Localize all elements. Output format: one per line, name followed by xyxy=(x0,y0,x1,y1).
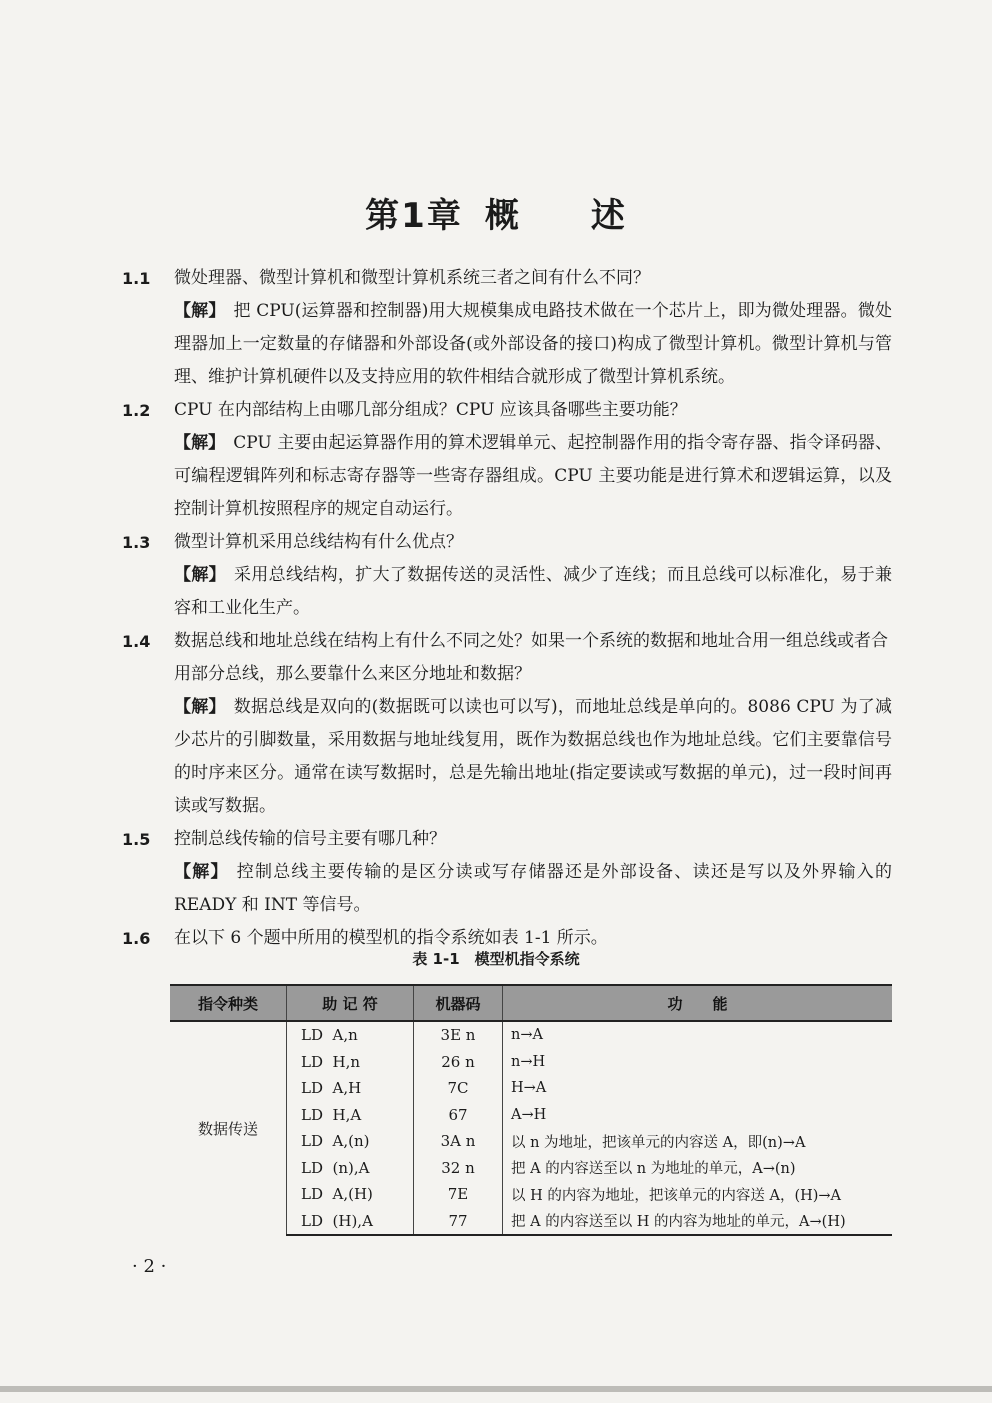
opcode-cell: 32 n xyxy=(414,1155,503,1182)
table-header-row xyxy=(170,985,892,1021)
opcode-cell: 3E n xyxy=(414,1021,503,1049)
chapter-word-2: 述 xyxy=(590,196,627,236)
answer-text xyxy=(122,295,892,394)
question-number: 1.4 xyxy=(122,632,151,651)
answer-body: 采用总线结构，扩大了数据传送的灵活性、减少了连线；而且总线可以标准化，易于兼容和工业化生产。 xyxy=(174,565,893,618)
question-number: 1.5 xyxy=(122,830,151,849)
answer-body: 控制总线主要传输的是区分读或写存储器还是外部设备、读还是写以及外界输入的 READY 和 INT 等信号。 xyxy=(174,862,893,915)
header-mnemonic: 助 记 符 xyxy=(287,985,414,1021)
mnemonic-cell: LD H,n xyxy=(287,1049,414,1076)
page-number: · 2 · xyxy=(132,1256,167,1277)
mnemonic-cell: LD H,A xyxy=(287,1102,414,1129)
chapter-title xyxy=(0,188,992,237)
opcode-cell: 7C xyxy=(414,1075,503,1102)
question-item xyxy=(122,823,892,856)
opcode-cell: 3A n xyxy=(414,1128,503,1155)
mnemonic-cell: LD A,H xyxy=(287,1075,414,1102)
question-text: 微处理器、微型计算机和微型计算机系统三者之间有什么不同？ xyxy=(174,268,650,288)
category-cell: 数据传送 xyxy=(170,1021,287,1235)
solution-label: 【解】 xyxy=(174,862,229,882)
opcode-cell: 26 n xyxy=(414,1049,503,1076)
solution-label: 【解】 xyxy=(174,301,226,321)
answer-text xyxy=(122,559,892,625)
answer-text xyxy=(122,427,892,526)
answer-text xyxy=(122,856,892,922)
question-number: 1.2 xyxy=(122,401,151,420)
table-caption: 表 1-1 模型机指令系统 xyxy=(412,950,580,968)
question-text: 数据总线和地址总线在结构上有什么不同之处？如果一个系统的数据和地址合用一组总线或者合用部分总线，那么要靠什么来区分地址和数据？ xyxy=(174,631,888,684)
header-category: 指令种类 xyxy=(170,985,287,1021)
answer-body: CPU 主要由起运算器作用的算术逻辑单元、起控制器作用的指令寄存器、指令译码器、可编程逻辑阵列和标志寄存器等一些寄存器组成。CPU 主要功能是进行算术和逻辑运算，以及控制计算机按照程序的规定自动运行。 xyxy=(174,433,892,519)
question-number: 1.1 xyxy=(122,269,151,288)
function-cell: n→A xyxy=(511,1027,543,1044)
question-text: 在以下 6 个题中所用的模型机的指令系统如表 1-1 所示。 xyxy=(174,928,608,948)
mnemonic-cell: LD (H),A xyxy=(287,1208,414,1236)
function-cell: n→H xyxy=(511,1053,546,1070)
solution-label: 【解】 xyxy=(174,697,226,717)
mnemonic-cell: LD (n),A xyxy=(287,1155,414,1182)
question-number: 1.3 xyxy=(122,533,151,552)
question-text: CPU 在内部结构上由哪几部分组成？CPU 应该具备哪些主要功能？ xyxy=(174,400,687,420)
question-text: 控制总线传输的信号主要有哪几种？ xyxy=(174,829,446,849)
instruction-table xyxy=(170,984,892,1236)
question-item xyxy=(122,526,892,559)
answer-text xyxy=(122,691,892,823)
mnemonic-cell: LD A,(n) xyxy=(287,1128,414,1155)
header-function: 功 能 xyxy=(503,985,893,1021)
header-opcode: 机器码 xyxy=(414,985,503,1021)
scan-edge-divider xyxy=(0,1386,992,1392)
question-list xyxy=(122,262,892,955)
answer-body: 把 CPU(运算器和控制器)用大规模集成电路技术做在一个芯片上，即为微处理器。微处理器加上一定数量的存储器和外部设备(或外部设备的接口)构成了微型计算机。微型计算机与管理、维护计算机硬件以及支持应用的软件相结合就形成了微型计算机系统。 xyxy=(174,301,892,387)
mnemonic-cell: LD A,(H) xyxy=(287,1181,414,1208)
function-cell: 以 n 为地址，把该单元的内容送 A，即(n)→A xyxy=(511,1134,806,1151)
table-row xyxy=(170,1021,892,1049)
function-cell: 以 H 的内容为地址，把该单元的内容送 A，(H)→A xyxy=(511,1187,842,1204)
question-item xyxy=(122,394,892,427)
chapter-word-1: 概 xyxy=(484,196,521,236)
chapter-label: 第1章 xyxy=(365,196,463,236)
question-item xyxy=(122,262,892,295)
question-number: 1.6 xyxy=(122,929,151,948)
question-item xyxy=(122,625,892,691)
answer-body: 数据总线是双向的(数据既可以读也可以写)，而地址总线是单向的。8086 CPU 为了减少芯片的引脚数量，采用数据与地址线复用，既作为数据总线也作为地址总线。它们主要靠信号的时序来区分。通常在读写数据时，总是先输出地址(指定要读或写数据的单元)，过一段时间再读或写数据。 xyxy=(174,697,893,816)
solution-label: 【解】 xyxy=(174,565,226,585)
mnemonic-cell: LD A,n xyxy=(287,1021,414,1049)
function-cell: H→A xyxy=(511,1080,547,1097)
opcode-cell: 77 xyxy=(414,1208,503,1236)
function-cell: 把 A 的内容送至以 n 为地址的单元，A→(n) xyxy=(511,1161,796,1178)
function-cell: 把 A 的内容送至以 H 的内容为地址的单元，A→(H) xyxy=(503,1208,893,1236)
question-text: 微型计算机采用总线结构有什么优点？ xyxy=(174,532,463,552)
solution-label: 【解】 xyxy=(174,433,226,453)
function-cell: A→H xyxy=(511,1106,547,1123)
opcode-cell: 7E xyxy=(414,1181,503,1208)
opcode-cell: 67 xyxy=(414,1102,503,1129)
